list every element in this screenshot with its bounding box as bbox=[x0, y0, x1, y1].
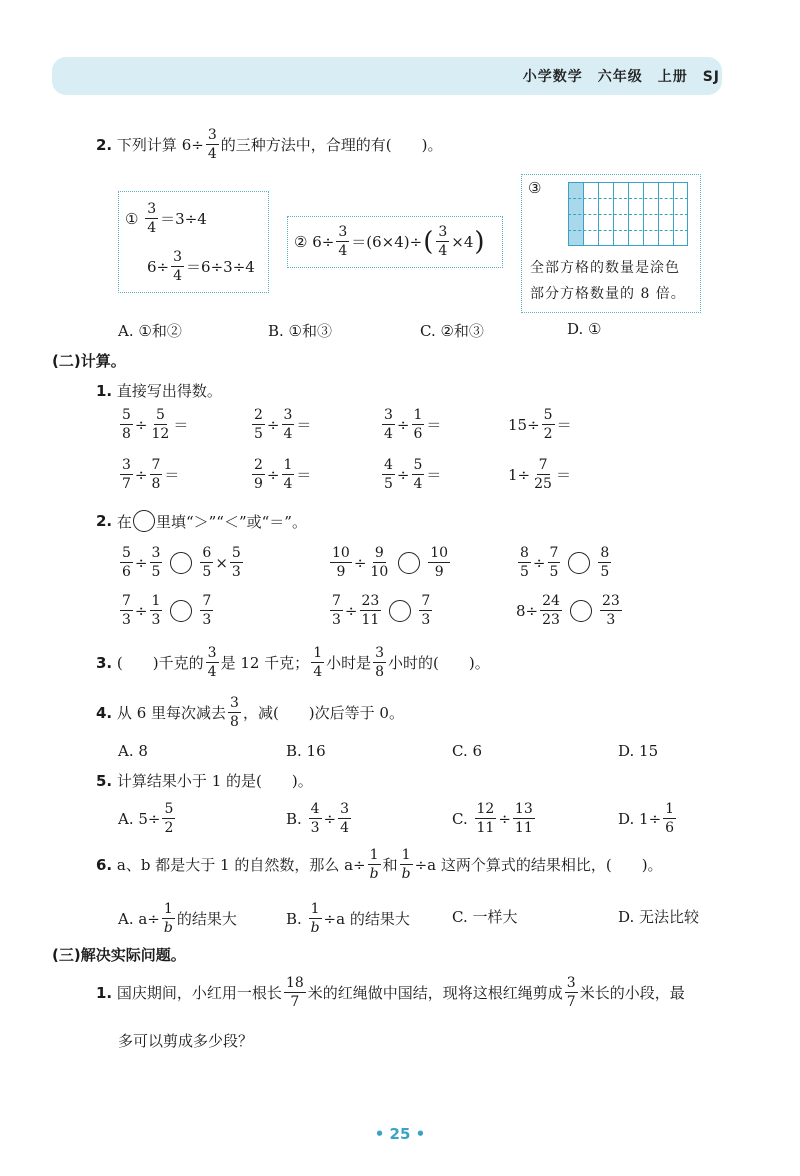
q-text: a、b 都是大于 1 的自然数，那么 a÷ bbox=[116, 856, 366, 874]
q-text: ( )千克的 bbox=[116, 654, 204, 672]
q-text: 直接写出得数。 bbox=[116, 382, 222, 400]
calc-item-5: $\frac{3}{7}$ ÷ $\frac{7}{8}$ ＝ bbox=[122, 457, 180, 492]
q-text-a: 在 bbox=[116, 512, 132, 531]
compare-circle[interactable] bbox=[170, 600, 192, 622]
compare-item-5: $\frac{7}{3}$ ÷ $\frac{23}{11}$ $\frac{7}{3}$ bbox=[332, 593, 431, 628]
q5-option-b: B. $\frac{4}{3}$ ÷ $\frac{3}{4}$ bbox=[286, 801, 349, 836]
calc-item-1: $\frac{5}{8}$ ÷ $\frac{5}{12}$ ＝ bbox=[122, 407, 189, 442]
caption-line-1: 全部方格的数量是涂色 bbox=[530, 260, 680, 276]
fraction: $\frac{3}{4}$ bbox=[147, 201, 157, 236]
question-2-top bbox=[96, 128, 442, 161]
equation-text: ＝(6×4)÷ bbox=[351, 233, 423, 251]
compare-circle[interactable] bbox=[568, 552, 590, 574]
q-text: 和 bbox=[382, 856, 398, 874]
option-d: D. ① bbox=[567, 320, 602, 338]
q4-option-c: C. 6 bbox=[452, 742, 483, 760]
fraction: $\frac{3}{4}$ bbox=[338, 224, 348, 259]
compare-item-1: $\frac{5}{6}$ ÷ $\frac{3}{5}$ $\frac{6}{5}$ × $\frac{5}{3}$ bbox=[122, 545, 241, 580]
compare-circle[interactable] bbox=[570, 600, 592, 622]
equation-text: ＝6÷3÷4 bbox=[186, 258, 255, 276]
option-c: C. ②和③ bbox=[420, 322, 484, 340]
fraction: $\frac{3}{4}$ bbox=[173, 249, 183, 284]
equation-text: ＝3÷4 bbox=[160, 210, 207, 228]
equation-text: 6÷ bbox=[312, 232, 335, 251]
grid-diagram bbox=[568, 182, 688, 246]
q-text: 从 6 里每次减去 bbox=[116, 704, 227, 722]
q-text: 计算结果小于 1 的是( )。 bbox=[116, 772, 313, 790]
problem-1-line-2: 多可以剪成多少段？ bbox=[118, 1032, 254, 1050]
q6-option-a: A. a÷ $\frac{1}{b}$ 的结果大 bbox=[118, 901, 237, 936]
fraction: $\frac{3}{4}$ bbox=[207, 127, 217, 162]
compare-item-4: $\frac{7}{3}$ ÷ $\frac{1}{3}$ $\frac{7}{3}$ bbox=[122, 593, 212, 628]
q-number: 2. bbox=[96, 135, 113, 154]
section-3-title: (三)解决实际问题。 bbox=[52, 946, 186, 964]
method-1-line-1 bbox=[125, 202, 207, 235]
q5-option-c: C. $\frac{12}{11}$ ÷ $\frac{13}{11}$ bbox=[452, 801, 533, 836]
q-number: 5. bbox=[96, 771, 113, 790]
grid-dashed-line bbox=[568, 230, 688, 231]
compare-circle[interactable] bbox=[389, 600, 411, 622]
section-2-title: (二)计算。 bbox=[52, 352, 126, 370]
equation-text: 6÷ bbox=[147, 257, 170, 276]
q-text: 小时是 bbox=[326, 654, 372, 672]
grid-dashed-line bbox=[568, 198, 688, 199]
question-6: 6. a、b 都是大于 1 的自然数，那么 a÷ $\frac{1}{b}$ 和 $\frac{1}{b}$ ÷a 这两个算式的结果相比，( )。 bbox=[96, 847, 663, 882]
q-text: ，减( )次后等于 0。 bbox=[242, 704, 404, 722]
q-text-b: 的三种方法中，合理的有( )。 bbox=[220, 136, 443, 154]
compare-item-6: 8÷ $\frac{24}{23}$ $\frac{23}{3}$ bbox=[516, 593, 620, 628]
q5-option-a: A. 5÷ $\frac{5}{2}$ bbox=[118, 801, 174, 836]
q-number: 3. bbox=[96, 653, 113, 672]
q-text: 国庆期间，小红用一根长 bbox=[116, 984, 282, 1002]
q6-option-d: D. 无法比较 bbox=[618, 908, 700, 926]
method-label: ① bbox=[125, 209, 139, 228]
compare-item-3: $\frac{8}{5}$ ÷ $\frac{7}{5}$ $\frac{8}{5}$ bbox=[520, 545, 610, 580]
question-3: 3. ( )千克的 $\frac{3}{4}$ 是 12 千克； $\frac{1}{4}$ 小时是 $\frac{3}{8}$ 小时的( )。 bbox=[96, 645, 490, 680]
q-text: 是 12 千克； bbox=[220, 654, 310, 672]
compare-item-2: $\frac{10}{9}$ ÷ $\frac{9}{10}$ $\frac{10}{9}$ bbox=[332, 545, 449, 580]
caption-line-2: 部分方格数量的 8 倍。 bbox=[530, 286, 686, 302]
option-a: A. ①和② bbox=[118, 322, 182, 340]
q-text: ÷a 这两个算式的结果相比，( )。 bbox=[414, 856, 663, 874]
q-number: 6. bbox=[96, 855, 113, 874]
method-label: ③ bbox=[528, 179, 542, 197]
calc-item-4: 15÷ $\frac{5}{2}$ ＝ bbox=[508, 407, 572, 442]
calc-item-3: $\frac{3}{4}$ ÷ $\frac{1}{6}$ ＝ bbox=[384, 407, 442, 442]
q-text-a: 下列计算 6÷ bbox=[116, 136, 204, 154]
question-4: 4. 从 6 里每次减去 $\frac{3}{8}$ ，减( )次后等于 0。 bbox=[96, 695, 404, 730]
q4-option-d: D. 15 bbox=[618, 742, 659, 760]
method-2-line bbox=[294, 225, 486, 258]
method-box-1 bbox=[118, 191, 269, 293]
q4-option-a: A. 8 bbox=[118, 742, 148, 760]
q-text: 小时的( )。 bbox=[388, 654, 490, 672]
q-number: 1. bbox=[96, 381, 113, 400]
method-box-3 bbox=[521, 174, 701, 313]
method-1-line-2 bbox=[147, 250, 255, 283]
q-number: 2. bbox=[96, 512, 113, 530]
q4-option-b: B. 16 bbox=[286, 742, 326, 760]
equation-text: ×4 bbox=[451, 232, 474, 251]
q6-option-b: B. $\frac{1}{b}$ ÷a 的结果大 bbox=[286, 901, 410, 936]
header-title: 小学数学 六年级 上册 SJ bbox=[522, 69, 720, 85]
q-text: 米长的小段，最 bbox=[579, 984, 685, 1002]
method-box-2 bbox=[287, 216, 503, 268]
calc-item-8: 1÷ $\frac{7}{25}$ ＝ bbox=[508, 457, 571, 492]
left-paren: ( bbox=[423, 226, 434, 257]
option-b: B. ①和③ bbox=[268, 322, 333, 340]
q-number: 4. bbox=[96, 703, 113, 722]
q6-option-c: C. 一样大 bbox=[452, 908, 518, 926]
compare-circle[interactable] bbox=[398, 552, 420, 574]
question-1 bbox=[96, 380, 222, 401]
right-paren: ) bbox=[474, 226, 485, 257]
circle-icon bbox=[133, 510, 155, 532]
q-number: 1. bbox=[96, 983, 113, 1002]
page-number: • 25 • bbox=[374, 1125, 426, 1143]
problem-1-line-1: 1. 国庆期间，小红用一根长 $\frac{18}{7}$ 米的红绳做中国结，现将这根红绳剪成 $\frac{3}{7}$ 米长的小段，最 bbox=[96, 975, 685, 1010]
calc-item-7: $\frac{4}{5}$ ÷ $\frac{5}{4}$ ＝ bbox=[384, 457, 442, 492]
method-label: ② bbox=[294, 232, 308, 251]
fraction: $\frac{3}{4}$ bbox=[438, 224, 448, 259]
q-text-b: 里填“＞”“＜”或“＝”。 bbox=[155, 512, 307, 531]
calc-item-6: $\frac{2}{9}$ ÷ $\frac{1}{4}$ ＝ bbox=[254, 457, 312, 492]
q5-option-d: D. 1÷ $\frac{1}{6}$ bbox=[618, 801, 675, 836]
question-5 bbox=[96, 770, 313, 791]
question-2 bbox=[96, 510, 307, 532]
q-text: 米的红绳做中国结，现将这根红绳剪成 bbox=[307, 984, 563, 1002]
calc-item-2: $\frac{2}{5}$ ÷ $\frac{3}{4}$ ＝ bbox=[254, 407, 312, 442]
grid-dashed-line bbox=[568, 214, 688, 215]
compare-circle[interactable] bbox=[170, 552, 192, 574]
